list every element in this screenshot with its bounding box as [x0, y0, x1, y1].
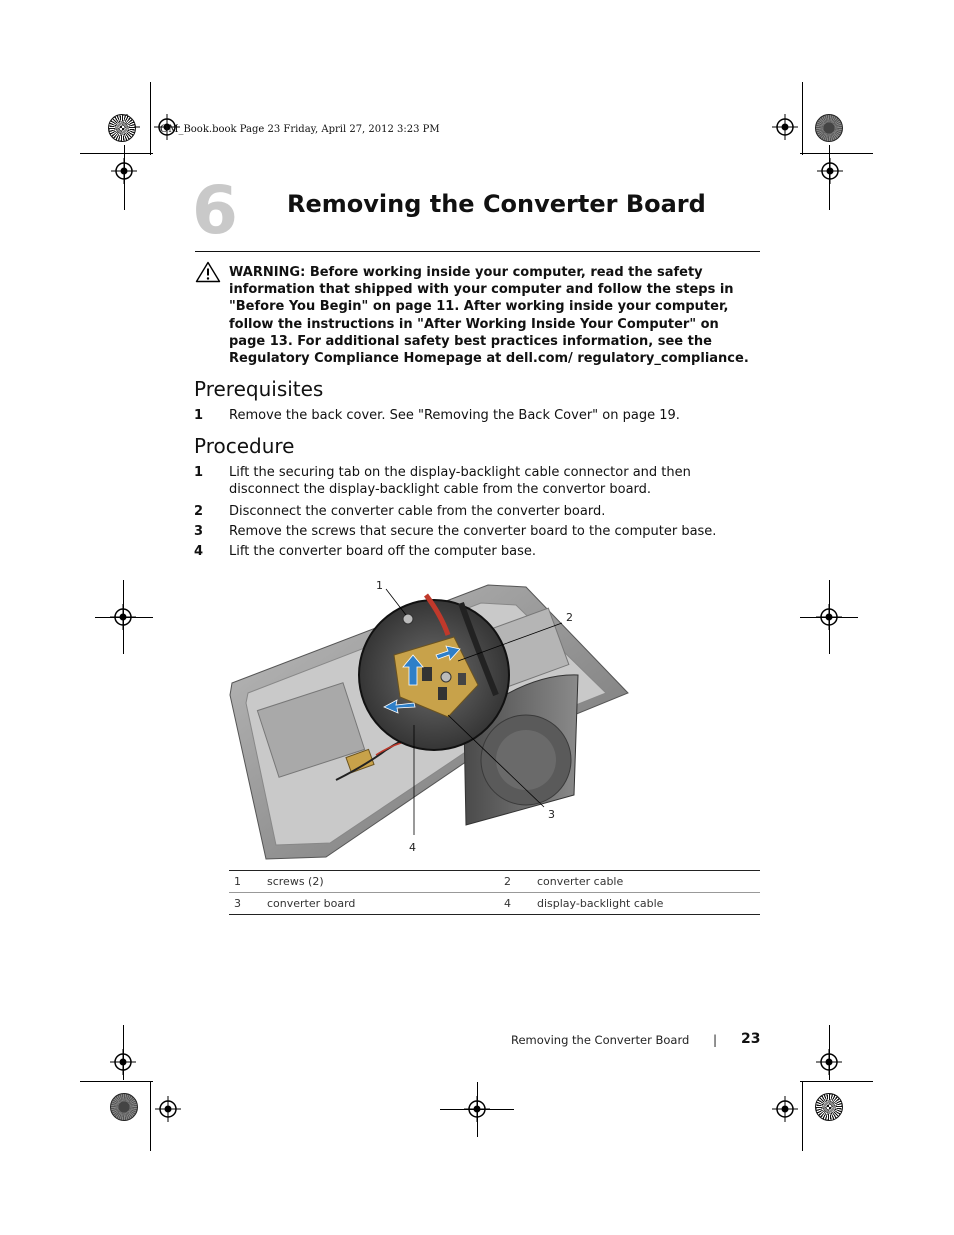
star-target-icon	[108, 114, 136, 142]
legend-number: 4	[499, 893, 532, 915]
crop-mark	[95, 617, 153, 618]
step-text: Lift the converter board off the computer base.	[229, 544, 536, 559]
crosshair-icon	[817, 158, 843, 184]
crop-mark	[80, 153, 153, 154]
step-number: 2	[194, 504, 204, 519]
crosshair-icon	[772, 1096, 798, 1122]
callout-1: 1	[376, 579, 383, 592]
crop-mark	[800, 617, 858, 618]
step-text: Remove the screws that secure the converter board to the computer base.	[229, 524, 717, 539]
callout-2: 2	[566, 611, 573, 624]
star-target-icon	[110, 1093, 138, 1121]
step-text: Remove the back cover. See "Removing the Back Cover" on page 19.	[229, 408, 680, 423]
step-number: 3	[194, 524, 204, 539]
step-text: Disconnect the converter cable from the converter board.	[229, 504, 606, 519]
callout-4: 4	[409, 841, 416, 854]
callout-3: 3	[548, 808, 555, 821]
star-target-icon	[815, 1093, 843, 1121]
warning-text: WARNING: Before working inside your computer, read the safety information that shipped with your computer and follow the steps in "Before You Begin" on page 11. After working inside your computer, follow the instructions in "After Working Inside Your Computer" on page 13. For additional safety best practices information, see the Regulatory Compliance Homepage at dell.com/ regulatory_compliance.	[229, 265, 749, 367]
page-title: Removing the Converter Board	[287, 190, 706, 218]
crop-mark	[800, 153, 873, 154]
print-slug: OM_Book.book Page 23 Friday, April 27, 2012 3:23 PM	[160, 124, 440, 135]
star-target-icon	[815, 114, 843, 142]
crop-mark	[80, 1081, 153, 1082]
crosshair-icon	[155, 1096, 181, 1122]
step-text: Lift the securing tab on the display-backlight cable connector and then disconnect the display-backlight cable from the convertor board.	[229, 465, 691, 498]
crop-mark	[802, 82, 803, 155]
converter-board-illustration	[226, 575, 646, 860]
footer-chapter-title: Removing the Converter Board	[511, 1033, 690, 1047]
crop-mark	[123, 1025, 124, 1080]
table-row	[229, 893, 760, 915]
legend-table	[229, 870, 760, 915]
footer-separator: |	[713, 1033, 718, 1047]
step-number: 4	[194, 544, 204, 559]
page-number: 23	[741, 1031, 761, 1047]
crop-mark	[124, 145, 125, 210]
crop-mark	[802, 1081, 803, 1151]
crop-mark	[829, 1025, 830, 1080]
procedure-heading: Procedure	[194, 434, 295, 458]
crop-mark	[440, 1109, 514, 1110]
legend-number: 3	[229, 893, 262, 915]
legend-label: display-backlight cable	[532, 893, 760, 915]
chapter-number: 6	[192, 172, 238, 249]
legend-number: 1	[229, 871, 262, 893]
legend-label: screws (2)	[262, 871, 499, 893]
table-row	[229, 871, 760, 893]
title-divider	[195, 251, 760, 252]
legend-number: 2	[499, 871, 532, 893]
crosshair-icon	[772, 114, 798, 140]
step-number: 1	[194, 408, 204, 423]
crop-mark	[829, 145, 830, 210]
legend-label: converter cable	[532, 871, 760, 893]
crop-mark	[800, 1081, 873, 1082]
crop-mark	[150, 82, 151, 155]
prerequisites-heading: Prerequisites	[194, 377, 324, 401]
step-number: 1	[194, 465, 204, 480]
legend-label: converter board	[262, 893, 499, 915]
crop-mark	[150, 1081, 151, 1151]
warning-icon	[195, 261, 221, 283]
